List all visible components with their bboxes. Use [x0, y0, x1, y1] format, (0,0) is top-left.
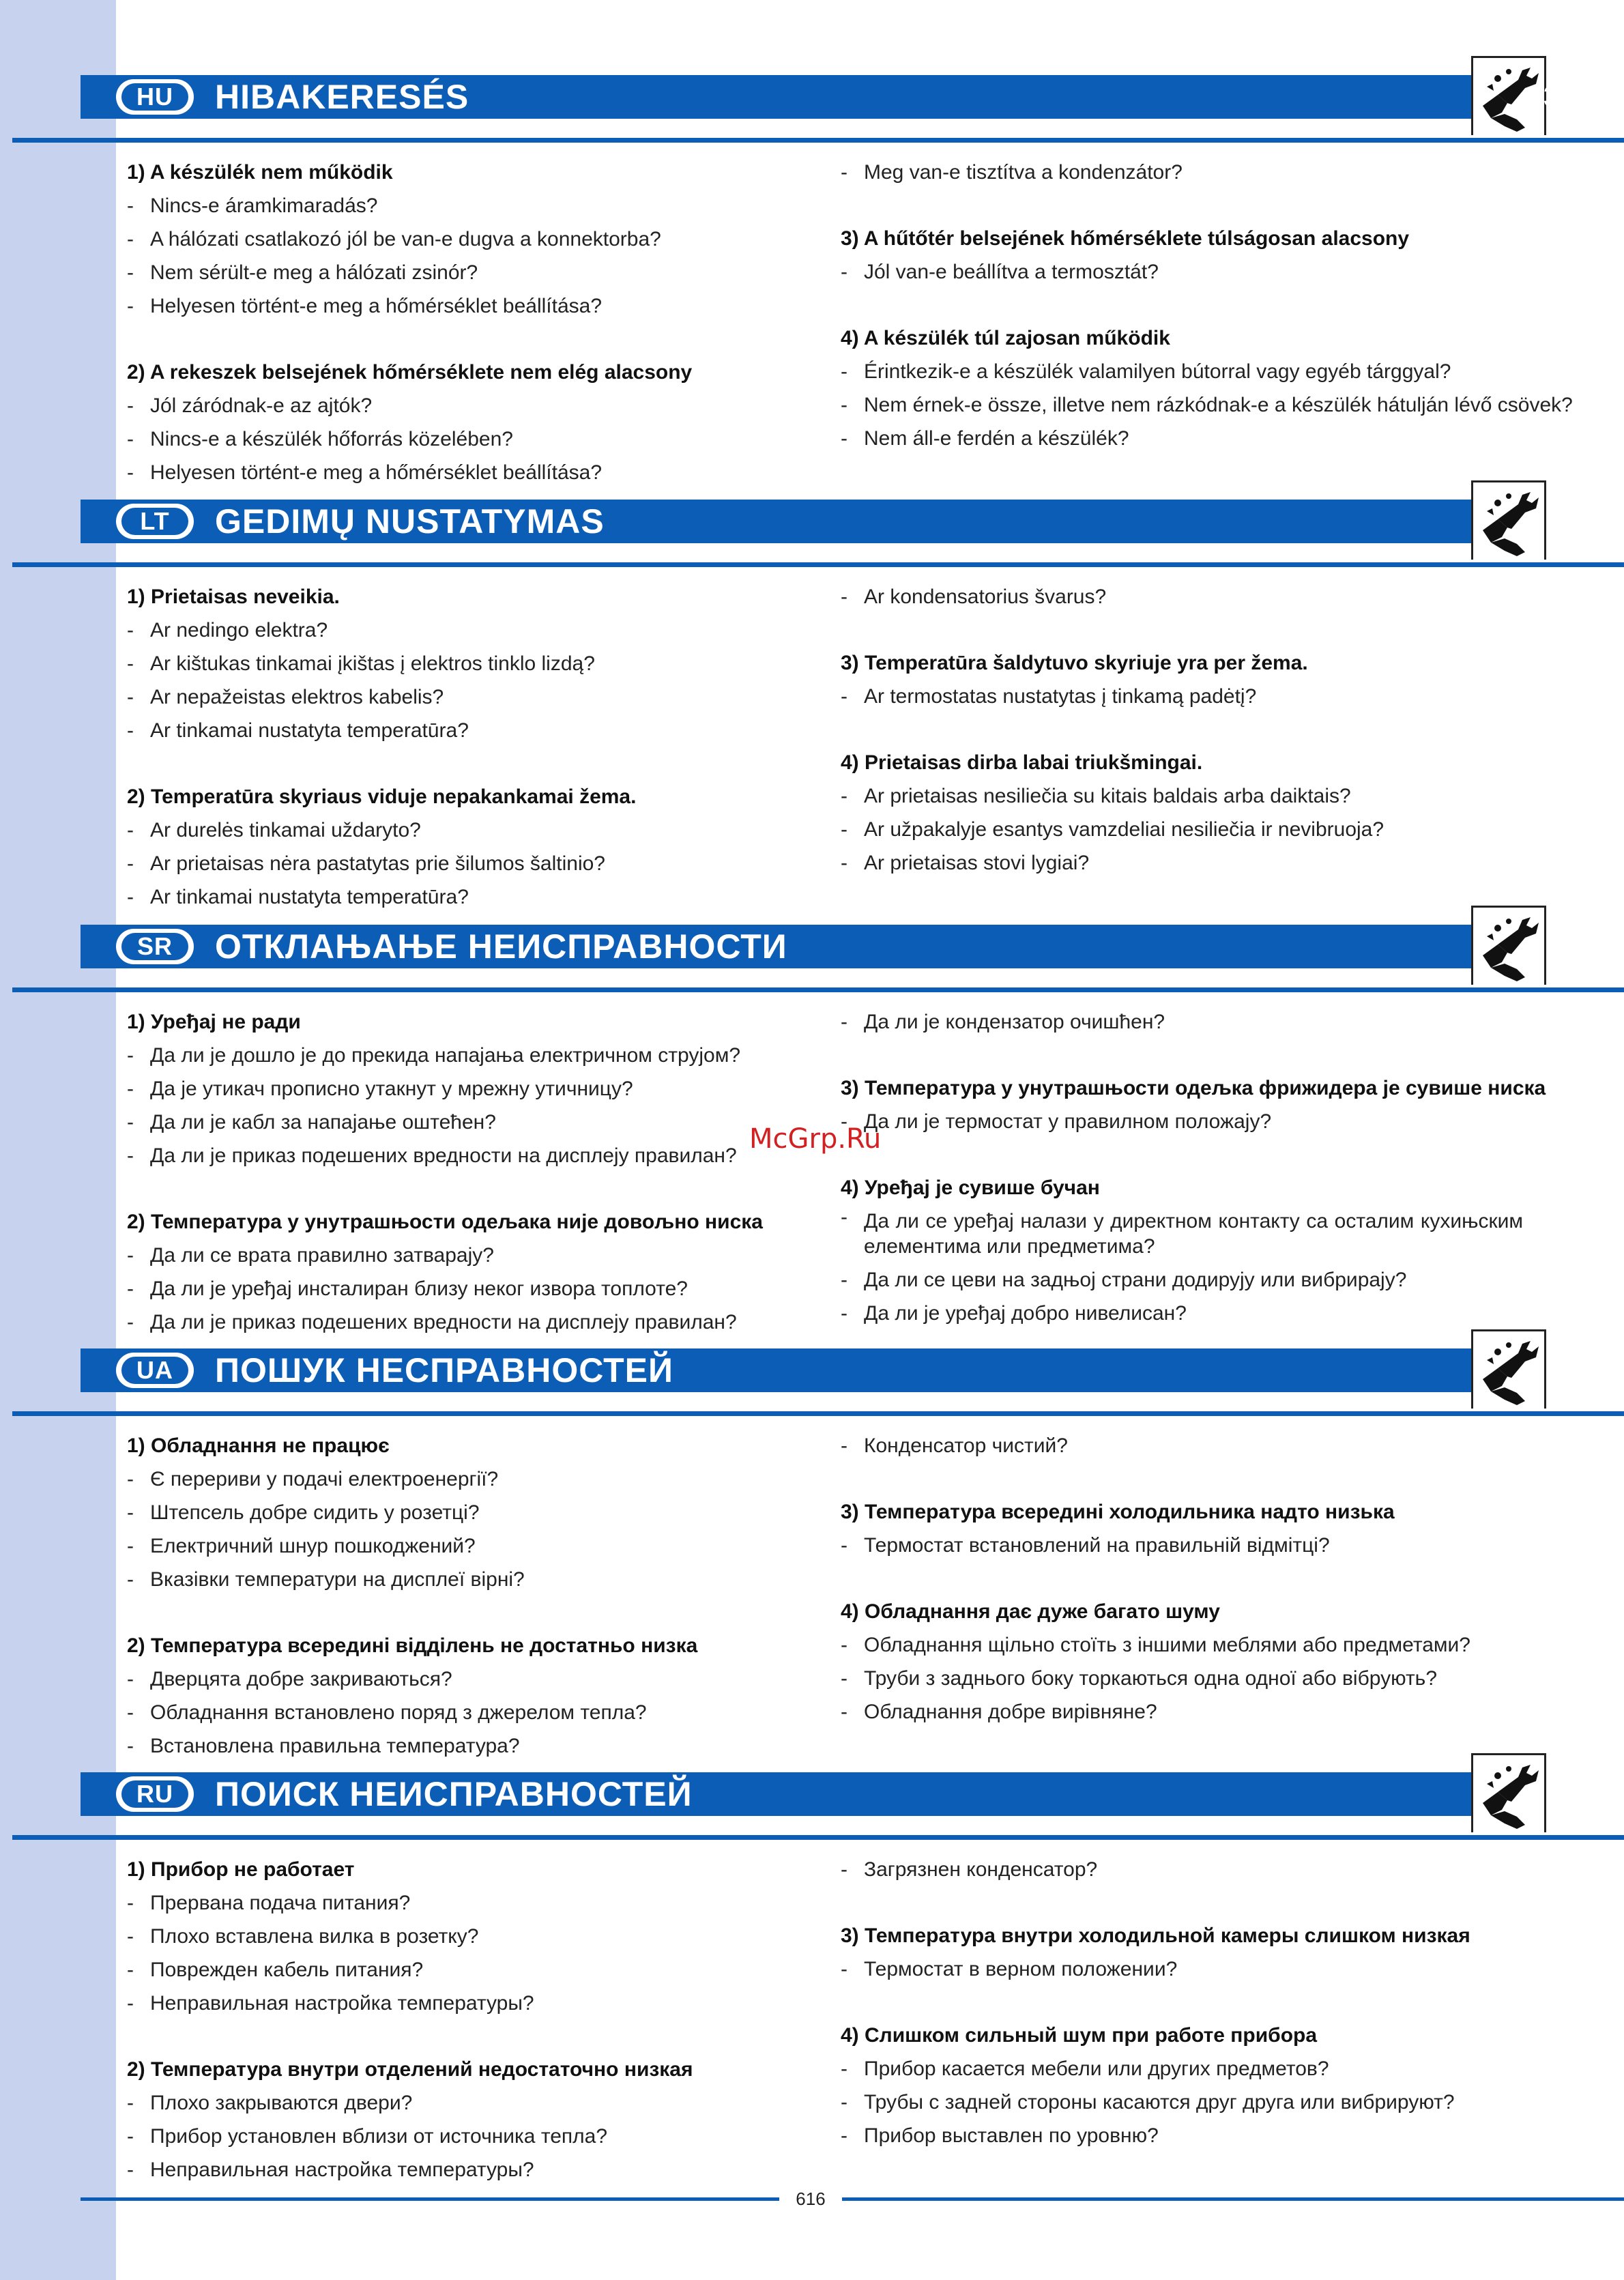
footer-page-number: 616 [796, 2189, 826, 2209]
wrench-hand-icon [1471, 1753, 1546, 1832]
section-header-rule [12, 987, 1624, 992]
group-spacer [841, 1462, 1523, 1495]
group-spacer [841, 1039, 1523, 1071]
group-spacer [841, 189, 1523, 222]
check-item: - Термостат в верном положении? [841, 1952, 1523, 1986]
group-spacer [841, 1562, 1523, 1595]
right-column [841, 1005, 1546, 1330]
check-item: - Ar prietaisas nesiliečia su kitais baldais arba daiktais? [841, 779, 1523, 813]
check-item: - Да ли се цеви на задњој страни додирују или вибрирају? [841, 1263, 1523, 1297]
check-item: - Ar tinkamai nustatyta temperatūra? [127, 714, 809, 747]
group-spacer [127, 1596, 809, 1629]
question-title: 2) Температура внутри отделений недостаточно низкая [127, 2058, 693, 2081]
language-code: UA [121, 1357, 188, 1384]
check-item: - Nem sérült-e meg a hálózati zsinór? [127, 256, 809, 289]
check-item: - Érintkezik-e a készülék valamilyen bútorral vagy egyéb tárggyal? [841, 355, 1523, 388]
language-badge [116, 1353, 194, 1388]
language-code: HU [121, 83, 188, 111]
check-item: - Прибор установлен вблизи от источника тепла? [127, 2120, 809, 2153]
language-code: SR [121, 933, 188, 960]
check-item: - Неправильная настройка температуры? [127, 1987, 809, 2020]
section-ua [0, 1348, 1624, 1772]
watermark-text: McGrp.Ru [749, 1123, 882, 1155]
right-column [841, 580, 1523, 880]
group-spacer [841, 1138, 1523, 1171]
check-item: - Прервана подача питания? [127, 1886, 809, 1920]
question-title: 1) Уређај не ради [127, 1011, 301, 1033]
section-ru [0, 1772, 1624, 2195]
check-item: - Встановлена правильна температура? [127, 1729, 809, 1763]
check-item: - Ar prietaisas stovi lygiai? [841, 846, 1523, 880]
group-spacer [841, 614, 1523, 646]
question-title: 3) Температура у унутрашњости одељка фрижидера је сувише ниска [841, 1077, 1546, 1099]
question-title: 3) Температура внутри холодильной камеры слишком низкая [841, 1924, 1470, 1947]
check-item: - Nem áll-e ferdén a készülék? [841, 422, 1523, 455]
check-item: - Да ли се врата правилно затварају? [127, 1239, 809, 1272]
check-item: - Конденсатор чистий? [841, 1429, 1523, 1462]
section-header-rule [12, 138, 1624, 143]
group-spacer [841, 1986, 1523, 2019]
group-spacer [841, 713, 1523, 746]
check-item: - Jól van-e beállítva a termosztát? [841, 255, 1523, 289]
check-item: - Ar tinkamai nustatyta temperatūra? [127, 880, 809, 914]
group-spacer [127, 747, 809, 780]
check-item: - Helyesen történt-e meg a hőmérséklet beállítása? [127, 456, 809, 489]
group-spacer [127, 323, 809, 356]
check-item: - Є перериви у подачі електроенергії? [127, 1462, 809, 1496]
left-column [127, 580, 809, 914]
question-title: 1) A készülék nem működik [127, 161, 393, 184]
check-item: - Прибор выставлен по уровню? [841, 2119, 1523, 2152]
check-item: - Ar durelės tinkamai uždaryto? [127, 813, 809, 847]
language-badge [116, 504, 194, 539]
check-item: - Обладнання добре вирівняне? [841, 1695, 1523, 1729]
section-header-rule [12, 562, 1624, 567]
check-item: - Ar kištukas tinkamai įkištas į elektros tinklo lizdą? [127, 647, 809, 680]
wrench-hand-icon [1471, 480, 1546, 560]
right-column [841, 1853, 1523, 2152]
check-item: - Nem érnek-e össze, illetve nem rázkódnak-e a készülék hátulján lévő csövek? [841, 388, 1523, 422]
check-item: - Термостат встановлений на правильній відмітці? [841, 1529, 1523, 1562]
wrench-hand-icon [1471, 906, 1546, 985]
section-title: GEDIMŲ NUSTATYMAS [215, 502, 605, 540]
question-title: 2) Температура всередині відділень не достатньо низка [127, 1634, 698, 1657]
question-title: 4) Слишком сильный шум при работе прибора [841, 2024, 1318, 2047]
group-spacer [841, 289, 1523, 321]
right-column [841, 1429, 1523, 1729]
check-item: - Helyesen történt-e meg a hőmérséklet beállítása? [127, 289, 809, 323]
check-item: - Плохо закрываются двери? [127, 2086, 809, 2120]
check-item: - Nincs-e áramkimaradás? [127, 189, 809, 222]
check-item: - Загрязнен конденсатор? [841, 1853, 1523, 1886]
check-item: - Трубы с задней стороны касаются друг друга или вибрируют? [841, 2086, 1523, 2119]
check-item: - Да ли је уређај добро нивелисан? [841, 1297, 1523, 1330]
check-item: - Ar nepažeistas elektros kabelis? [127, 680, 809, 714]
check-item: - Труби з заднього боку торкаються одна одної або вібрують? [841, 1662, 1523, 1695]
question-title: 3) Temperatūra šaldytuvo skyriuje yra per žema. [841, 652, 1308, 674]
check-item: - Вказівки температури на дисплеї вірні? [127, 1563, 809, 1596]
right-column [841, 156, 1573, 455]
check-item: - Електричний шнур пошкоджений? [127, 1529, 809, 1563]
group-spacer [127, 1172, 809, 1205]
check-item: - Поврежден кабель питания? [127, 1953, 809, 1987]
question-title: 1) Обладнання не працює [127, 1434, 390, 1457]
question-title: 2) Температура у унутрашњости одељака није довољно ниска [127, 1211, 763, 1233]
page-number: 39 [1543, 80, 1577, 113]
check-item: - A hálózati csatlakozó jól be van-e dugva a konnektorba? [127, 222, 809, 256]
question-title: 4) Prietaisas dirba labai triukšmingai. [841, 751, 1203, 774]
check-item: - Ar užpakalyje esantys vamzdeliai nesiliečia ir nevibruoja? [841, 813, 1523, 846]
wrench-hand-icon [1471, 56, 1546, 135]
question-title: 4) Обладнання дає дуже багато шуму [841, 1600, 1220, 1623]
question-title: 1) Прибор не работает [127, 1858, 355, 1881]
check-item: - Да ли је кондензатор очишћен? [841, 1005, 1523, 1039]
question-title: 2) A rekeszek belsejének hőmérséklete nem elég alacsony [127, 361, 693, 384]
check-item: - Ar termostatas nustatytas į tinkamą padėtį? [841, 680, 1523, 713]
section-header-rule [12, 1411, 1624, 1416]
group-spacer [127, 2020, 809, 2053]
language-badge [116, 929, 194, 964]
check-item: - Да ли је дошло је до прекида напајања електричном струјом? [127, 1039, 809, 1072]
left-column [127, 1853, 809, 2187]
check-item: - Да ли се уређај налази у директном контакту са осталим кухињским елементима или предметима? [841, 1204, 1523, 1263]
question-title: 4) A készülék túl zajosan működik [841, 327, 1170, 349]
section-title: ПОШУК НЕСПРАВНОСТЕЙ [215, 1351, 673, 1389]
group-spacer [841, 1886, 1523, 1919]
section-title: ПОИСК НЕИСПРАВНОСТЕЙ [215, 1775, 693, 1813]
footer-rule-right [842, 2197, 1624, 2201]
check-item: - Неправильная настройка температуры? [127, 2153, 809, 2187]
question-title: 1) Prietaisas neveikia. [127, 586, 340, 608]
check-item: - Да ли је приказ подешених вредности на дисплеју правилан? [127, 1305, 809, 1339]
section-title: ОТКЛАЊАЊЕ НЕИСПРАВНОСТИ [215, 927, 787, 966]
question-title: 3) Температура всередині холодильника надто низька [841, 1501, 1395, 1523]
section-hu [0, 75, 1624, 498]
language-code: RU [121, 1780, 188, 1808]
check-item: - Ar kondensatorius švarus? [841, 580, 1523, 614]
check-item: - Дверцята добре закриваються? [127, 1662, 809, 1696]
check-item: - Плохо вставлена вилка в розетку? [127, 1920, 809, 1953]
left-column [127, 156, 809, 489]
question-title: 2) Temperatūra skyriaus viduje nepakankamai žema. [127, 785, 637, 808]
section-header-rule [12, 1835, 1624, 1840]
check-item: - Jól záródnak-e az ajtók? [127, 389, 809, 422]
check-item: - Да ли је приказ подешених вредности на дисплеју правилан? [127, 1139, 809, 1172]
question-title: 4) Уређај је сувише бучан [841, 1177, 1100, 1199]
language-code: LT [121, 508, 188, 535]
section-title: HIBAKERESÉS [215, 78, 469, 116]
wrench-hand-icon [1471, 1329, 1546, 1409]
check-item: - Да ли је уређај инсталиран близу неког извора топлоте? [127, 1272, 809, 1305]
check-item: - Да ли је термостат у правилном положају? [841, 1105, 1523, 1138]
check-item: - Ar prietaisas nėra pastatytas prie šilumos šaltinio? [127, 847, 809, 880]
check-item: - Обладнання щільно стоїть з іншими меблями або предметами? [841, 1628, 1523, 1662]
left-column [127, 1429, 809, 1763]
language-badge [116, 1776, 194, 1812]
left-column [127, 1005, 809, 1339]
check-item: - Прибор касается мебели или других предметов? [841, 2052, 1523, 2086]
check-item: - Ar nedingo elektra? [127, 614, 809, 647]
check-item: - Штепсель добре сидить у розетці? [127, 1496, 809, 1529]
check-item: - Да је утикач прописно утакнут у мрежну утичницу? [127, 1072, 809, 1106]
question-title: 3) A hűtőtér belsejének hőmérséklete túlságosan alacsony [841, 227, 1410, 250]
check-item: - Да ли је кабл за напајање оштећен? [127, 1106, 809, 1139]
check-item: - Meg van-e tisztítva a kondenzátor? [841, 156, 1523, 189]
footer-rule-left [81, 2197, 779, 2201]
section-lt [0, 500, 1624, 923]
check-item: - Обладнання встановлено поряд з джерелом тепла? [127, 1696, 809, 1729]
language-badge [116, 79, 194, 115]
check-item: - Nincs-e a készülék hőforrás közelében? [127, 422, 809, 456]
